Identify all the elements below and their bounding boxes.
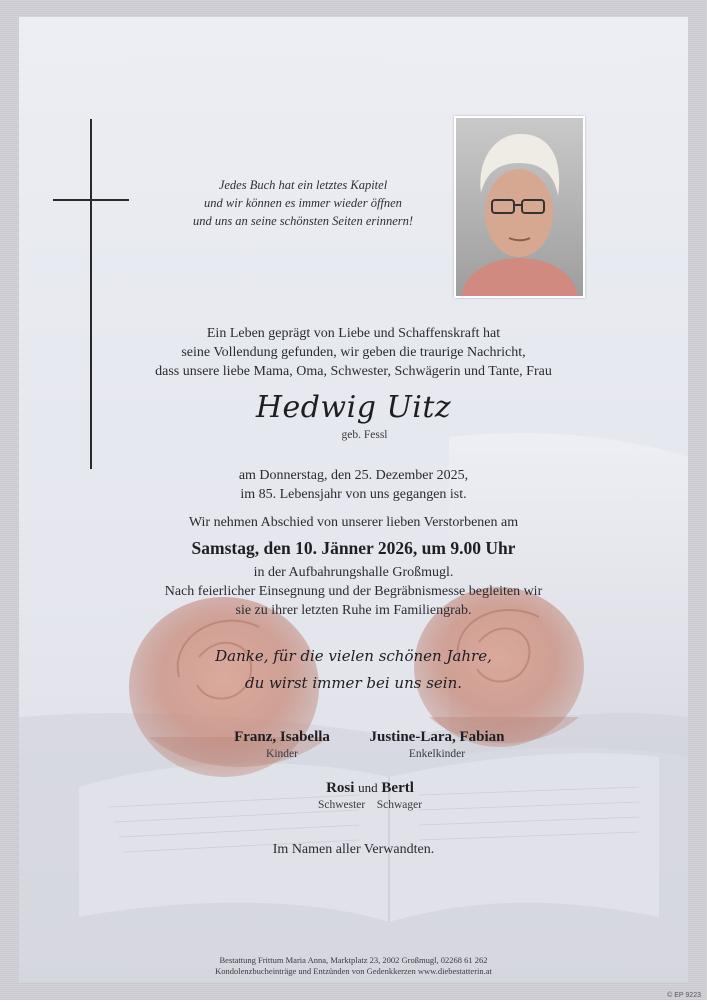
mourner-group-children — [212, 727, 352, 761]
closing-line: Im Namen aller Verwandten. — [272, 842, 435, 857]
funeral-place — [19, 563, 688, 620]
quote-block — [190, 176, 416, 230]
mourner-group-siblings — [280, 778, 460, 812]
mourner-group-grandchildren — [352, 727, 522, 761]
mourner-names: Franz, Isabella — [234, 729, 330, 745]
cross-horizontal — [53, 199, 129, 201]
quote-line: Jedes Buch hat ein letztes Kapitel — [218, 178, 388, 192]
mourner-relation: Kinder — [266, 748, 298, 760]
place-line: Nach feierlicher Einsegnung und der Begräbnismesse begleiten wir — [164, 584, 543, 599]
death-line: am Donnerstag, den 25. Dezember 2025, — [238, 468, 469, 483]
mourner-relation: Enkelkinder — [408, 748, 466, 760]
mourner-joiner: und — [358, 780, 378, 795]
portrait-photo — [454, 116, 585, 298]
quote-line: und uns an seine schönsten Seiten erinnern! — [192, 214, 414, 228]
mourner-relation: Schwager — [376, 799, 423, 811]
template-code: © EP 9223 — [667, 992, 701, 999]
place-line: sie zu ihrer letzten Ruhe im Familiengrab. — [235, 603, 472, 618]
death-notice — [19, 466, 688, 504]
footer-line: Kondolenzbucheinträge und Entzünden von Gedenkkerzen www.diebestatterin.at — [215, 966, 492, 976]
announcement-line: dass unsere liebe Mama, Oma, Schwester, Schwägerin und Tante, Frau — [155, 364, 552, 379]
deceased-name: Hedwig Uitz — [255, 390, 452, 425]
announcement-text — [19, 324, 688, 381]
quote-line: und wir können es immer wieder öffnen — [204, 196, 402, 210]
mourner-name: Rosi — [326, 780, 355, 796]
portrait-image — [456, 118, 583, 296]
announcement-line: Ein Leben geprägt von Liebe und Schaffenskraft hat — [206, 326, 501, 341]
thanks-line: Danke, für die vielen schönen Jahre, — [215, 647, 492, 665]
funeral-date: Samstag, den 10. Jänner 2026, um 9.00 Uhr — [191, 538, 516, 558]
birth-name: geb. Fessl — [341, 429, 388, 441]
death-line: im 85. Lebensjahr von uns gegangen ist. — [240, 487, 467, 502]
place-line: in der Aufbahrungshalle Großmugl. — [253, 565, 454, 580]
footer — [19, 955, 688, 977]
thanks-line: du wirst immer bei uns sein. — [244, 674, 463, 692]
farewell-text — [19, 513, 688, 532]
farewell-line: Wir nehmen Abschied von unserer lieben Verstorbenen am — [188, 515, 519, 530]
mourner-name: Bertl — [381, 780, 414, 796]
thanks-text — [19, 643, 688, 697]
mourner-names: Justine-Lara, Fabian — [369, 729, 505, 745]
footer-line: Bestattung Frittum Maria Anna, Marktplatz 23, 2002 Großmugl, 02268 61 262 — [219, 955, 488, 965]
mourner-relation: Schwester — [317, 799, 366, 811]
announcement-line: seine Vollendung gefunden, wir geben die traurige Nachricht, — [181, 345, 526, 360]
